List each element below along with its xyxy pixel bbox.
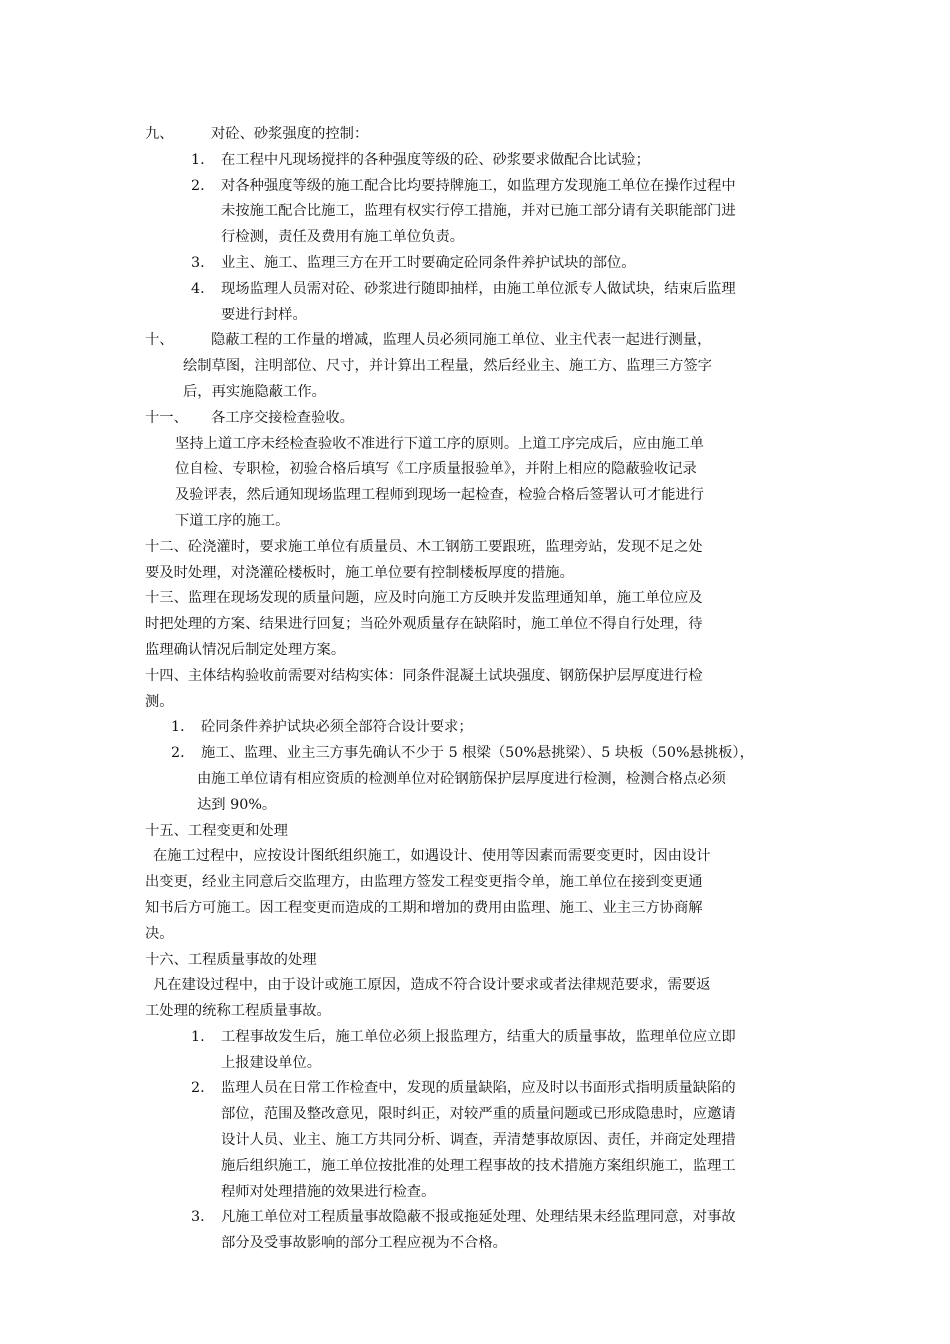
paragraph-line: 下道工序的施工。 (175, 512, 290, 529)
item-number: 1． (171, 719, 195, 736)
item-text-continued: 未按施工配合比施工，监理有权实行停工措施，并对已施工部分请有关职能部门进 (221, 203, 736, 220)
item-text-continued: 设计人员、业主、施工方共同分析、调查，弄清楚事故原因、责任，并商定处理措 (221, 1132, 736, 1149)
item-number: 3. (191, 1209, 205, 1226)
item-text-continued: 上报建设单位。 (221, 1054, 322, 1071)
section-13-line: 十三、监理在现场发现的质量问题，应及时向施工方反映并发监理通知单，施工单位应及 (145, 590, 703, 607)
section-10-heading (145, 328, 810, 354)
section-15-heading: 十五、工程变更和处理 (145, 822, 288, 839)
paragraph-line: 知书后方可施工。因工程变更而造成的工期和增加的费用由监理、施工、业主三方协商解 (145, 899, 703, 916)
item-text: 施工、监理、业主三方事先确认不少于 5 根梁（50%悬挑梁）、5 块板（50%悬挑板）， (201, 745, 754, 762)
item-text-continued: 程师对处理措施的效果进行检查。 (221, 1183, 436, 1200)
item-text: 对各种强度等级的施工配合比均要持牌施工，如监理方发现施工单位在操作过程中 (221, 177, 736, 194)
item-number: 1. (191, 151, 205, 168)
section-11-heading (145, 406, 810, 432)
item-number: 3. (191, 254, 205, 271)
section-14-line: 十四、主体结构验收前需要对结构实体：同条件混凝土试块强度、钢筋保护层厚度进行检 (145, 667, 703, 684)
section-12-line: 十二、砼浇灌时，要求施工单位有质量员、木工钢筋工要跟班，监理旁站，发现不足之处 (145, 538, 703, 555)
section-title: 对砼、砂浆强度的控制： (211, 126, 369, 142)
list-item (145, 741, 810, 767)
paragraph-line: 坚持上道工序未经检查验收不准进行下道工序的原则。上道工序完成后，应由施工单 (175, 435, 704, 452)
item-number: 2. (191, 1080, 205, 1097)
item-text-continued: 行检测，责任及费用有施工单位负责。 (221, 229, 465, 246)
section-number: 十一、 (145, 409, 188, 426)
list-item (145, 1025, 810, 1051)
section-number: 十、 (145, 332, 174, 349)
item-number: 2. (191, 177, 205, 194)
item-text-continued: 达到 90%。 (197, 796, 277, 813)
list-item (145, 277, 810, 303)
item-text: 工程事故发生后，施工单位必须上报监理方，结重大的质量事故，监理单位应立即 (221, 1028, 736, 1045)
list-item (145, 251, 810, 277)
paragraph-line: 出变更，经业主同意后交监理方，由监理方签发工程变更指令单，施工单位在接到变更通 (145, 874, 703, 891)
item-number: 2． (171, 745, 195, 762)
item-text-continued: 部位，范围及整改意见，限时纠正，对较严重的质量问题或已形成隐患时，应邀请 (221, 1106, 736, 1123)
item-number: 4. (191, 280, 205, 297)
section-number: 九、 (145, 126, 174, 142)
item-text: 业主、施工、监理三方在开工时要确定砼同条件养护试块的部位。 (221, 254, 636, 271)
paragraph-line: 及验评表，然后通知现场监理工程师到现场一起检查，检验合格后签署认可才能进行 (175, 487, 704, 504)
item-text-continued: 施后组织施工，施工单位按批准的处理工程事故的技术措施方案组织施工，监理工 (221, 1157, 736, 1174)
paragraph-line: 后，再实施隐蔽工作。 (183, 383, 326, 400)
list-item (145, 174, 810, 200)
list-item (145, 148, 810, 174)
item-text: 在工程中凡现场搅拌的各种强度等级的砼、砂浆要求做配合比试验； (221, 151, 650, 168)
list-item (145, 1076, 810, 1102)
section-9-heading (145, 122, 810, 148)
paragraph-line: 决。 (145, 925, 174, 942)
paragraph-line: 在施工过程中，应按设计图纸组织施工，如遇设计、使用等因素而需要变更时，因由设计 (153, 848, 711, 865)
section-13-line: 时把处理的方案、结果进行回复；当砼外观质量存在缺陷时，施工单位不得自行处理，待 (145, 616, 703, 633)
section-13-line: 监理确认情况后制定处理方案。 (145, 641, 346, 658)
item-text-continued: 部分及受事故影响的部分工程应视为不合格。 (221, 1235, 507, 1252)
item-text: 监理人员在日常工作检查中，发现的质量缺陷，应及时以书面形式指明质量缺陷的 (221, 1080, 736, 1097)
item-text: 现场监理人员需对砼、砂浆进行随即抽样，由施工单位派专人做试块，结束后监理 (221, 280, 736, 297)
section-12-line: 要及时处理，对浇灌砼楼板时，施工单位要有控制楼板厚度的措施。 (145, 564, 574, 581)
section-16-heading: 十六、工程质量事故的处理 (145, 951, 317, 968)
item-text: 凡施工单位对工程质量事故隐蔽不报或拖延处理、处理结果未经监理同意，对事故 (221, 1209, 736, 1226)
paragraph-line: 绘制草图，注明部位、尺寸，并计算出工程量，然后经业主、施工方、监理三方签字 (183, 358, 712, 375)
paragraph-line: 工处理的统称工程质量事故。 (145, 1003, 331, 1020)
item-number: 1. (191, 1028, 205, 1045)
item-text-continued: 由施工单位请有相应资质的检测单位对砼钢筋保护层厚度进行检测，检测合格点必须 (197, 770, 726, 787)
section-title: 各工序交接检查验收。 (211, 409, 354, 426)
paragraph-line: 凡在建设过程中，由于设计或施工原因，造成不符合设计要求或者法律规范要求，需要返 (153, 977, 711, 994)
item-text-continued: 要进行封样。 (221, 306, 307, 323)
paragraph-line: 位自检、专职检，初验合格后填写《工序质量报验单》，并附上相应的隐蔽验收记录 (175, 461, 697, 478)
list-item (145, 1205, 810, 1231)
paragraph-line: 隐蔽工程的工作量的增减，监理人员必须同施工单位、业主代表一起进行测量， (211, 332, 712, 349)
list-item (145, 715, 810, 741)
item-text: 砼同条件养护试块必须全部符合设计要求； (201, 719, 473, 736)
section-14-line: 测。 (145, 693, 174, 710)
document-body (145, 122, 810, 1257)
